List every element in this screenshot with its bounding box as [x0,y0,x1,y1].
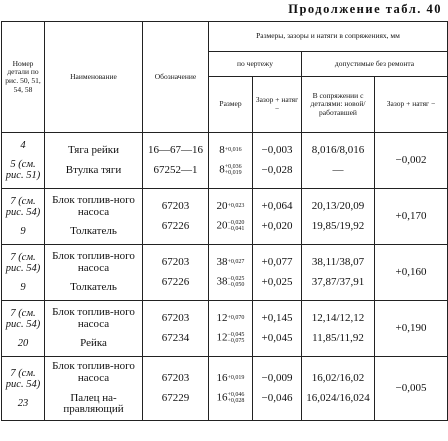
size-upper-deviation: +0,016 [224,147,242,154]
designation-line: 67252—1 [153,163,198,176]
permissible-gap: −0,002 [375,133,448,189]
permissible-size [302,133,375,189]
size-value [211,220,250,232]
permissible-size-line: 16,024/16,024 [306,391,370,404]
part-name-line: Блок топлив-ного насоса [52,306,135,330]
permissible-size [302,357,375,421]
permissible-gap: +0,190 [375,301,448,357]
part-name-line: Толкатель [70,281,117,294]
drawing-size [209,245,253,301]
drawing-gap-line: +0,064 [261,199,293,212]
table-row [2,189,448,245]
drawing-size [209,133,253,189]
size-base: 8 [219,163,225,176]
drawing-gap-line: −0,003 [261,143,293,156]
designation-line: 16—67—16 [148,143,203,156]
part-number-line: 23 [17,398,29,409]
drawing-gap-line: +0,145 [261,311,293,324]
designation-line: 67203 [161,311,190,324]
drawing-gap [253,357,302,421]
size-upper-deviation: +0,027 [227,259,245,266]
size-value [211,257,250,269]
size-lower-deviation: +0,028 [227,398,245,405]
table-row [2,301,448,357]
permissible-size-line: 20,13/20,09 [311,199,365,212]
part-name-line: Блок топлив-ного насоса [52,250,135,274]
permissible-size-line: 38,11/38,07 [311,255,365,268]
part-name-line: Палец на-правляющий [63,391,124,416]
drawing-gap [253,189,302,245]
designation [143,357,209,421]
size-value [211,392,250,404]
size-upper-deviation: +0,023 [227,203,245,210]
size-base: 16 [216,371,228,384]
part-number [2,189,45,245]
table-caption: Продолжение табл. 40 [288,2,442,16]
size-lower-deviation: −0,075 [227,338,245,345]
part-number-line: 9 [20,282,26,293]
size-upper-deviation: +0,046 [227,392,245,399]
header-name: Наименование [45,22,143,133]
size-value [211,145,250,157]
part-name [45,301,143,357]
designation [143,245,209,301]
permissible-gap: −0,005 [375,357,448,421]
header-gap-2: Зазор + натяг − [375,77,448,133]
part-name-line: Блок топлив-ного насоса [52,360,135,384]
drawing-size [209,301,253,357]
table-row [2,245,448,301]
header-in-mating: В сопряжении с деталями: новой/работавшей [302,77,375,133]
header-drawing: по чертежу [209,52,302,77]
drawing-gap-line: −0,028 [261,163,293,176]
permissible-size-line: 11,85/11,92 [312,331,364,344]
spec-table [1,21,448,421]
size-upper-deviation: −0,045 [227,332,245,339]
permissible-size [302,301,375,357]
part-number-line: 7 (см. рис. 54) [5,251,41,274]
header-part-no: Номер детали по рис. 50, 51, 54, 58 [2,22,45,133]
drawing-gap-line: −0,046 [261,391,293,404]
size-value [211,201,250,213]
drawing-gap-line: +0,025 [261,275,293,288]
part-number [2,245,45,301]
part-number [2,357,45,421]
part-name-line: Рейка [80,337,107,350]
part-number-line: 4 [20,139,26,151]
drawing-gap-line: +0,077 [261,255,293,268]
part-number [2,133,45,189]
permissible-size-line: 12,14/12,12 [311,311,365,324]
part-number-line: 20 [17,338,29,349]
designation-line: 67203 [161,371,190,384]
size-upper-deviation: −0,020 [227,220,245,227]
table-body [2,133,448,421]
size-base: 12 [216,331,228,344]
permissible-size-line: 8,016/8,016 [311,143,365,156]
part-number [2,301,45,357]
size-upper-deviation: +0,019 [227,375,245,382]
header-dims-group: Размеры, зазоры и натяги в сопряжениях, мм [209,22,448,52]
part-number-line: 7 (см. рис. 54) [5,367,41,390]
size-upper-deviation: +0,070 [227,315,245,322]
part-number-line: 5 (см. рис. 51) [5,158,41,181]
header-size: Размер [209,77,253,133]
size-upper-deviation: +0,036 [224,164,242,171]
designation-line: 67203 [161,199,190,212]
part-number-line: 7 (см. рис. 54) [5,307,41,330]
part-name-line: Блок топлив-ного насоса [52,194,135,218]
designation-line: 67226 [161,275,190,288]
permissible-size-line: 37,87/37,91 [311,275,365,288]
size-value [211,332,250,344]
permissible-size-line: — [332,163,344,176]
drawing-gap-line: −0,009 [261,371,293,384]
size-base: 20 [216,219,228,232]
part-number-line: 9 [20,226,26,237]
part-name [45,189,143,245]
drawing-gap-line: +0,045 [261,331,293,344]
part-name [45,357,143,421]
part-name [45,133,143,189]
designation-line: 67226 [161,219,190,232]
size-lower-deviation: +0,019 [224,170,242,177]
drawing-gap [253,245,302,301]
size-value [211,313,250,325]
drawing-gap [253,133,302,189]
table-row [2,357,448,421]
drawing-gap [253,301,302,357]
part-name-line: Втулка тяги [65,163,122,176]
size-lower-deviation: −0,041 [227,226,245,233]
drawing-size [209,357,253,421]
part-number-line: 7 (см. рис. 54) [5,195,41,218]
part-name [45,245,143,301]
header-gap-1: Зазор + натяг − [253,77,302,133]
size-base: 38 [216,255,228,268]
drawing-size [209,189,253,245]
designation-line: 67229 [161,391,190,404]
permissible-gap: +0,170 [375,189,448,245]
permissible-gap: +0,160 [375,245,448,301]
permissible-size-line: 19,85/19,92 [311,219,365,232]
size-base: 12 [216,311,228,324]
permissible-size [302,189,375,245]
size-lower-deviation: −0,050 [227,282,245,289]
designation [143,189,209,245]
size-value [211,373,250,385]
size-base: 38 [216,275,228,288]
drawing-gap-line: +0,020 [261,219,293,232]
size-base: 16 [216,391,228,404]
size-value [211,276,250,288]
table-header [2,22,448,133]
designation [143,301,209,357]
permissible-size [302,245,375,301]
permissible-size-line: 16,02/16,02 [311,371,365,384]
size-value [211,164,250,176]
header-permissible: допустимые без ремонта [302,52,448,77]
size-upper-deviation: −0,025 [227,276,245,283]
designation [143,133,209,189]
size-base: 8 [219,143,225,156]
table-row [2,133,448,189]
part-name-line: Тяга рейки [67,143,119,156]
designation-line: 67234 [161,331,190,344]
header-designation: Обозначение [143,22,209,133]
size-base: 20 [216,199,228,212]
designation-line: 67203 [161,255,190,268]
part-name-line: Толкатель [70,225,117,238]
